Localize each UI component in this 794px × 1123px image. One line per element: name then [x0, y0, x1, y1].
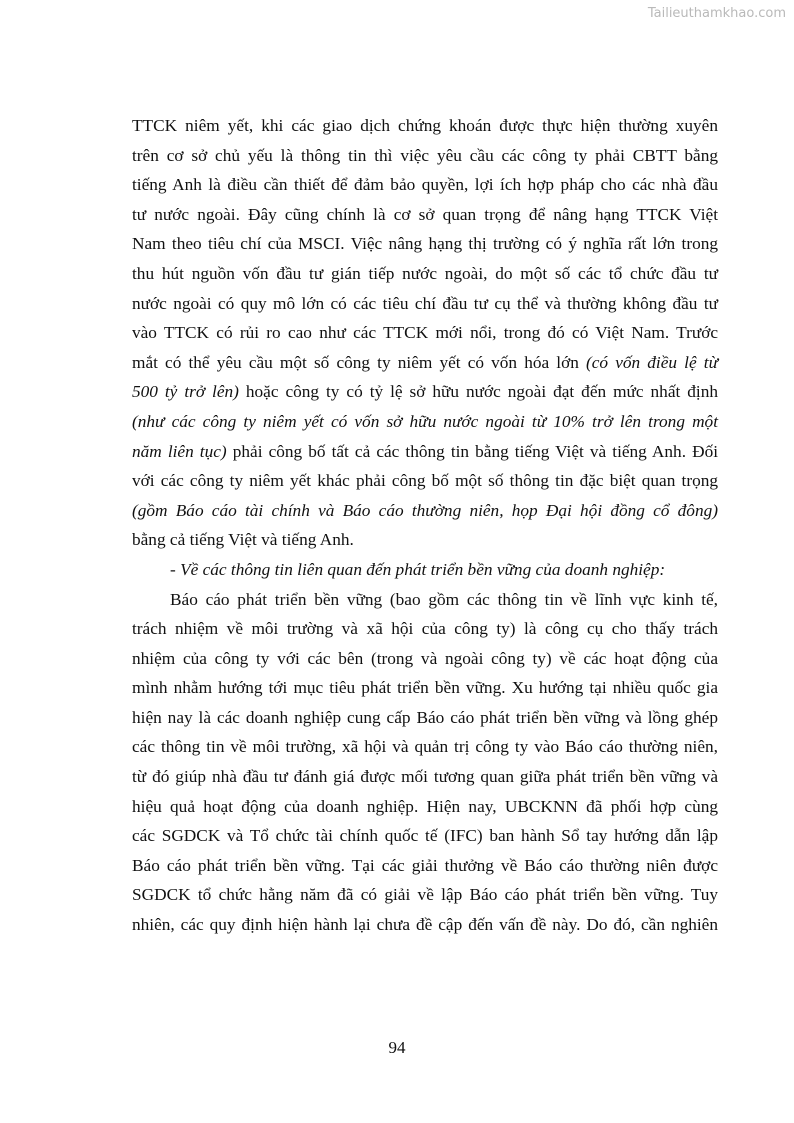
line-text: Báo cáo phát triển bền vững. Tại các giải thưởng về Báo cáo thường niên được: [132, 855, 718, 875]
italic-text: (gồm Báo cáo tài chính và Báo cáo thường niên, họp Đại hội đồng cổ đông): [132, 500, 718, 520]
text-line: [132, 170, 718, 200]
text-line: [132, 437, 718, 467]
page-number: 94: [388, 1038, 406, 1057]
text-line: [132, 792, 718, 822]
line-text: các thông tin về môi trường, xã hội và quản trị công ty vào Báo cáo thường niên,: [132, 737, 718, 757]
line-text: Báo cáo phát triển bền vững (bao gồm các thông tin về lĩnh vực kinh tế,: [170, 589, 718, 609]
text-line: [132, 466, 718, 496]
text-line: [132, 673, 718, 703]
line-text: hiệu quả hoạt động của doanh nghiệp. Hiện nay, UBCKNN đã phối hợp cùng: [132, 796, 718, 816]
line-text: nhiệm của công ty với các bên (trong và ngoài công ty) về các hoạt động của: [132, 648, 718, 668]
italic-text: - Về các thông tin liên quan đến phát triển bền vững của doanh nghiệp:: [170, 559, 666, 579]
text-line: [132, 259, 718, 289]
line-text: bằng cả tiếng Việt và tiếng Anh.: [132, 530, 354, 550]
text-line: [132, 111, 718, 141]
watermark: Tailieuthamkhao.com: [647, 6, 786, 21]
text-line: [132, 732, 718, 762]
section-heading: [132, 555, 718, 585]
line-text: từ đó giúp nhà đầu tư đánh giá được mối tương quan giữa phát triển bền vững và: [132, 767, 718, 787]
line-text: tiếng Anh là điều cần thiết để đảm bảo quyền, lợi ích hợp pháp cho các nhà đầu: [132, 175, 718, 195]
line-text: tư nước ngoài. Đây cũng chính là cơ sở quan trọng để nâng hạng TTCK Việt: [132, 204, 718, 224]
text-line: [132, 762, 718, 792]
italic-text: năm liên tục): [132, 441, 227, 461]
line-text: nhiên, các quy định hiện hành lại chưa đề cập đến vấn đề này. Do đó, cần nghiên: [132, 915, 718, 935]
line-text: Nam theo tiêu chí của MSCI. Việc nâng hạng thị trường có ý nghĩa rất lớn trong: [132, 234, 718, 254]
line-text: trách nhiệm về môi trường và xã hội của công ty) là công cụ cho thấy trách: [132, 619, 718, 639]
text-line: [132, 289, 718, 319]
line-text: phải công bố tất cả các thông tin bằng tiếng Việt và tiếng Anh. Đối: [226, 441, 719, 461]
text-line: [132, 318, 718, 348]
document-body: [132, 111, 718, 940]
text-line: [132, 141, 718, 171]
italic-text: (có vốn điều lệ từ: [586, 352, 719, 372]
line-text: mắt có thể yêu cầu một số công ty niêm yết có vốn hóa lớn: [132, 352, 586, 372]
line-text: với các công ty niêm yết khác phải công bố một số thông tin đặc biệt quan trọng: [132, 471, 718, 491]
italic-text: (như các công ty niêm yết có vốn sở hữu nước ngoài từ 10% trở lên trong một: [132, 411, 718, 431]
line-text: thu hút nguồn vốn đầu tư gián tiếp nước ngoài, do một số các tổ chức đầu tư: [132, 263, 718, 283]
line-text: mình nhằm hướng tới mục tiêu phát triển bền vững. Xu hướng tại nhiều quốc gia: [132, 678, 718, 698]
text-line: [132, 644, 718, 674]
text-line: [132, 614, 718, 644]
line-text: các SGDCK và Tổ chức tài chính quốc tế (IFC) ban hành Sổ tay hướng dẫn lập: [132, 826, 718, 846]
text-line: [132, 348, 718, 378]
text-line: [132, 377, 718, 407]
text-line: [132, 496, 718, 526]
line-text: SGDCK tổ chức hằng năm đã có giải về lập Báo cáo phát triển bền vững. Tuy: [132, 885, 718, 905]
italic-text: 500 tỷ trở lên): [132, 382, 239, 402]
text-line: [132, 703, 718, 733]
line-text: hoặc công ty có tỷ lệ sở hữu nước ngoài đạt đến mức nhất định: [238, 382, 718, 402]
line-text: nước ngoài có quy mô lớn có các tiêu chí đầu tư cụ thể và thường không đầu tư: [132, 293, 718, 313]
text-line: [132, 880, 718, 910]
line-text: trên cơ sở chủ yếu là thông tin thì việc yêu cầu các công ty phải CBTT bằng: [132, 145, 718, 165]
text-line: [132, 229, 718, 259]
text-line: [132, 407, 718, 437]
text-line: [132, 910, 718, 940]
line-text: vào TTCK có rủi ro cao như các TTCK mới nổi, trong đó có Việt Nam. Trước: [132, 323, 718, 343]
text-line: [132, 200, 718, 230]
line-text: TTCK niêm yết, khi các giao dịch chứng khoán được thực hiện thường xuyên: [132, 116, 718, 135]
line-text: hiện nay là các doanh nghiệp cung cấp Báo cáo phát triển bền vững và lồng ghép: [132, 707, 718, 727]
text-line: [132, 585, 718, 615]
text-line: [132, 525, 718, 555]
text-line: [132, 821, 718, 851]
text-line: [132, 851, 718, 881]
